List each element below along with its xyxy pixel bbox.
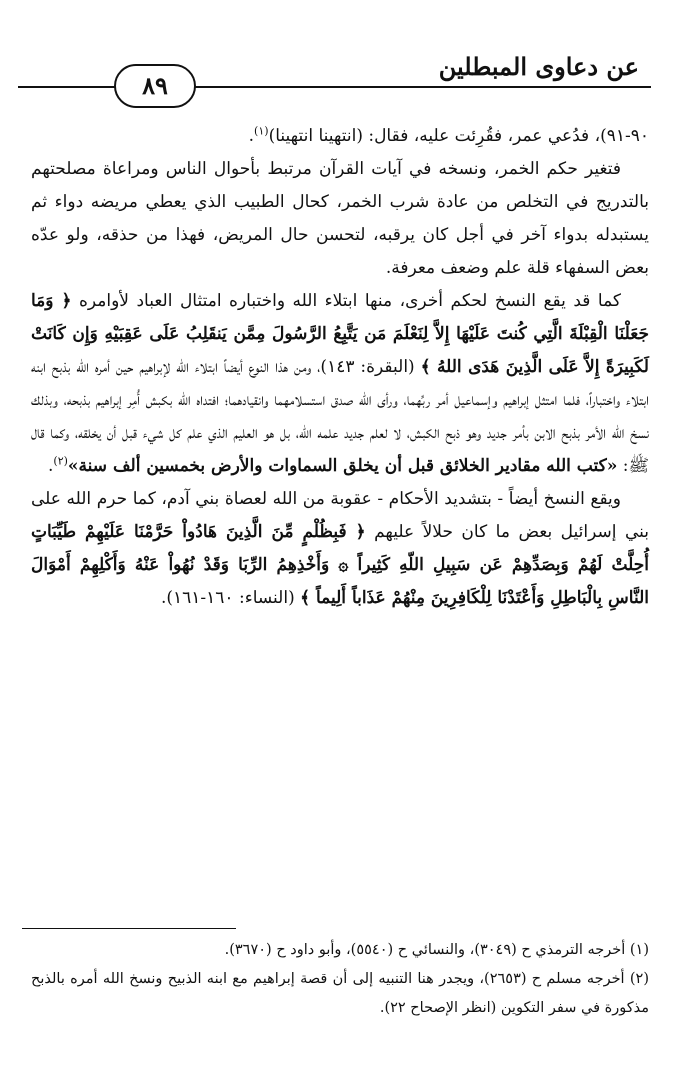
paragraph-1-text: ٩٠-٩١)، فدُعي عمر، فقُرِئت عليه، فقال: (انتهينا انتهينا): [268, 126, 649, 146]
footnote-ref-2: (٢): [53, 454, 68, 468]
paragraph-1-end: .: [248, 126, 255, 146]
paragraph-4: [31, 483, 649, 615]
paragraph-3-end: .: [47, 456, 54, 476]
paragraph-4-text-b: (النساء: ١٦٠-١٦١).: [160, 588, 295, 608]
paragraph-4-text-a: ويقع النسخ أيضاً - بتشديد الأحكام - عقوبة من الله لعصاة بني آدم، كما حرم الله على بني إسرائيل بعض ما كان حلالاً عليهم: [31, 489, 649, 542]
paragraph-3: [31, 285, 649, 483]
quran-verse-baqara: ﴿ وَمَا جَعَلْنَا الْقِبْلَةَ الَّتِي كُنتَ عَلَيْهَا إِلاَّ لِنَعْلَمَ مَن يَتَّبِعُ الرَّسُولَ مِمَّن يَنقَلِبُ عَلَى عَقِبَيْهِ وَإِن كَانَتْ لَكَبِيرَةً إِلاَّ عَلَى الَّذِينَ هَدَى اللهُ ﴾: [31, 291, 649, 377]
running-title: عن دعاوى المبطلين: [438, 52, 639, 81]
header-rule: [18, 86, 651, 88]
footnote-2: (٢) أخرجه مسلم ح (٢٦٥٣)، ويجدر هنا التنبيه إلى أن قصة إبراهيم مع ابنه الذبيح ونسخ الله أمره بالذبح مذكورة في سفر التكوين (انظر الإصحاح ٢٢).: [31, 971, 649, 1016]
page-number-badge: ٨٩: [114, 64, 196, 108]
quran-verse-nisa: ﴿ فَبِظُلْمٍ مِّنَ الَّذِينَ هَادُواْ حَرَّمْنَا عَلَيْهِمْ طَيِّبَاتٍ أُحِلَّتْ لَهُمْ وَبِصَدِّهِمْ عَن سَبِيلِ اللّهِ كَثِيراً ۞ وَأَخْذِهِمُ الرِّبَا وَقَدْ نُهُواْ عَنْهُ وَأَكْلِهِمْ أَمْوَالَ النَّاسِ بِالْبَاطِلِ وَأَعْتَدْنَا لِلْكَافِرِينَ مِنْهُمْ عَذَاباً أَلِيماً ﴾: [31, 522, 649, 608]
paragraph-3-text-b: (البقرة: ١٤٣)، ومن هذا النوع أيضاً ابتلاء الله لإبراهيم حين أمره الله بذبح ابنه ابتلاء واختباراً، فلما امتثل إبراهيم وإسماعيل أمر ربِّهما، ورأى الله صدق استسلامهما وانقيادهما؛ افتداه الله بكبش أُمِر إبراهيم بذبحه، وبذلك نسخ الله الأمر بذبح الابن بأمر جديد وهو ذبح الكبش، لا لعلم جديد علمه الله، بل هو العليم الذي علم كل شيء قبل أن يخلقه، وكما قال ﷺ:: [31, 357, 649, 476]
paragraph-1: [31, 120, 649, 153]
paragraph-2: فتغير حكم الخمر، ونسخه في آيات القرآن مرتبط بأحوال الناس ومراعاة مصلحتهم بالتدريج في التخلص من عادة شرب الخمر، كحال الطبيب الذي يعطي مريضه دواء ثم يستبدله بدواء آخر في أجل كان يرقبه، لتحسن حال المريض، فهذا من حذقه، ولو عدّه بعض السفهاء قلة علم وضعف معرفة.: [31, 159, 649, 278]
footnotes: [31, 936, 649, 1023]
footnote-separator: [22, 928, 236, 929]
footnote-1: (١) أخرجه الترمذي ح (٣٠٤٩)، والنسائي ح (٥٥٤٠)، وأبو داود ح (٣٦٧٠).: [224, 942, 649, 958]
hadith-quote: «كتب الله مقادير الخلائق قبل أن يخلق السماوات والأرض بخمسين ألف سنة»: [67, 456, 618, 476]
footnote-ref-1: (١): [254, 124, 269, 138]
body-text: [31, 120, 649, 615]
paragraph-3-text-a: كما قد يقع النسخ لحكم أخرى، منها ابتلاء الله واختباره امتثال العباد لأوامره: [78, 291, 622, 311]
